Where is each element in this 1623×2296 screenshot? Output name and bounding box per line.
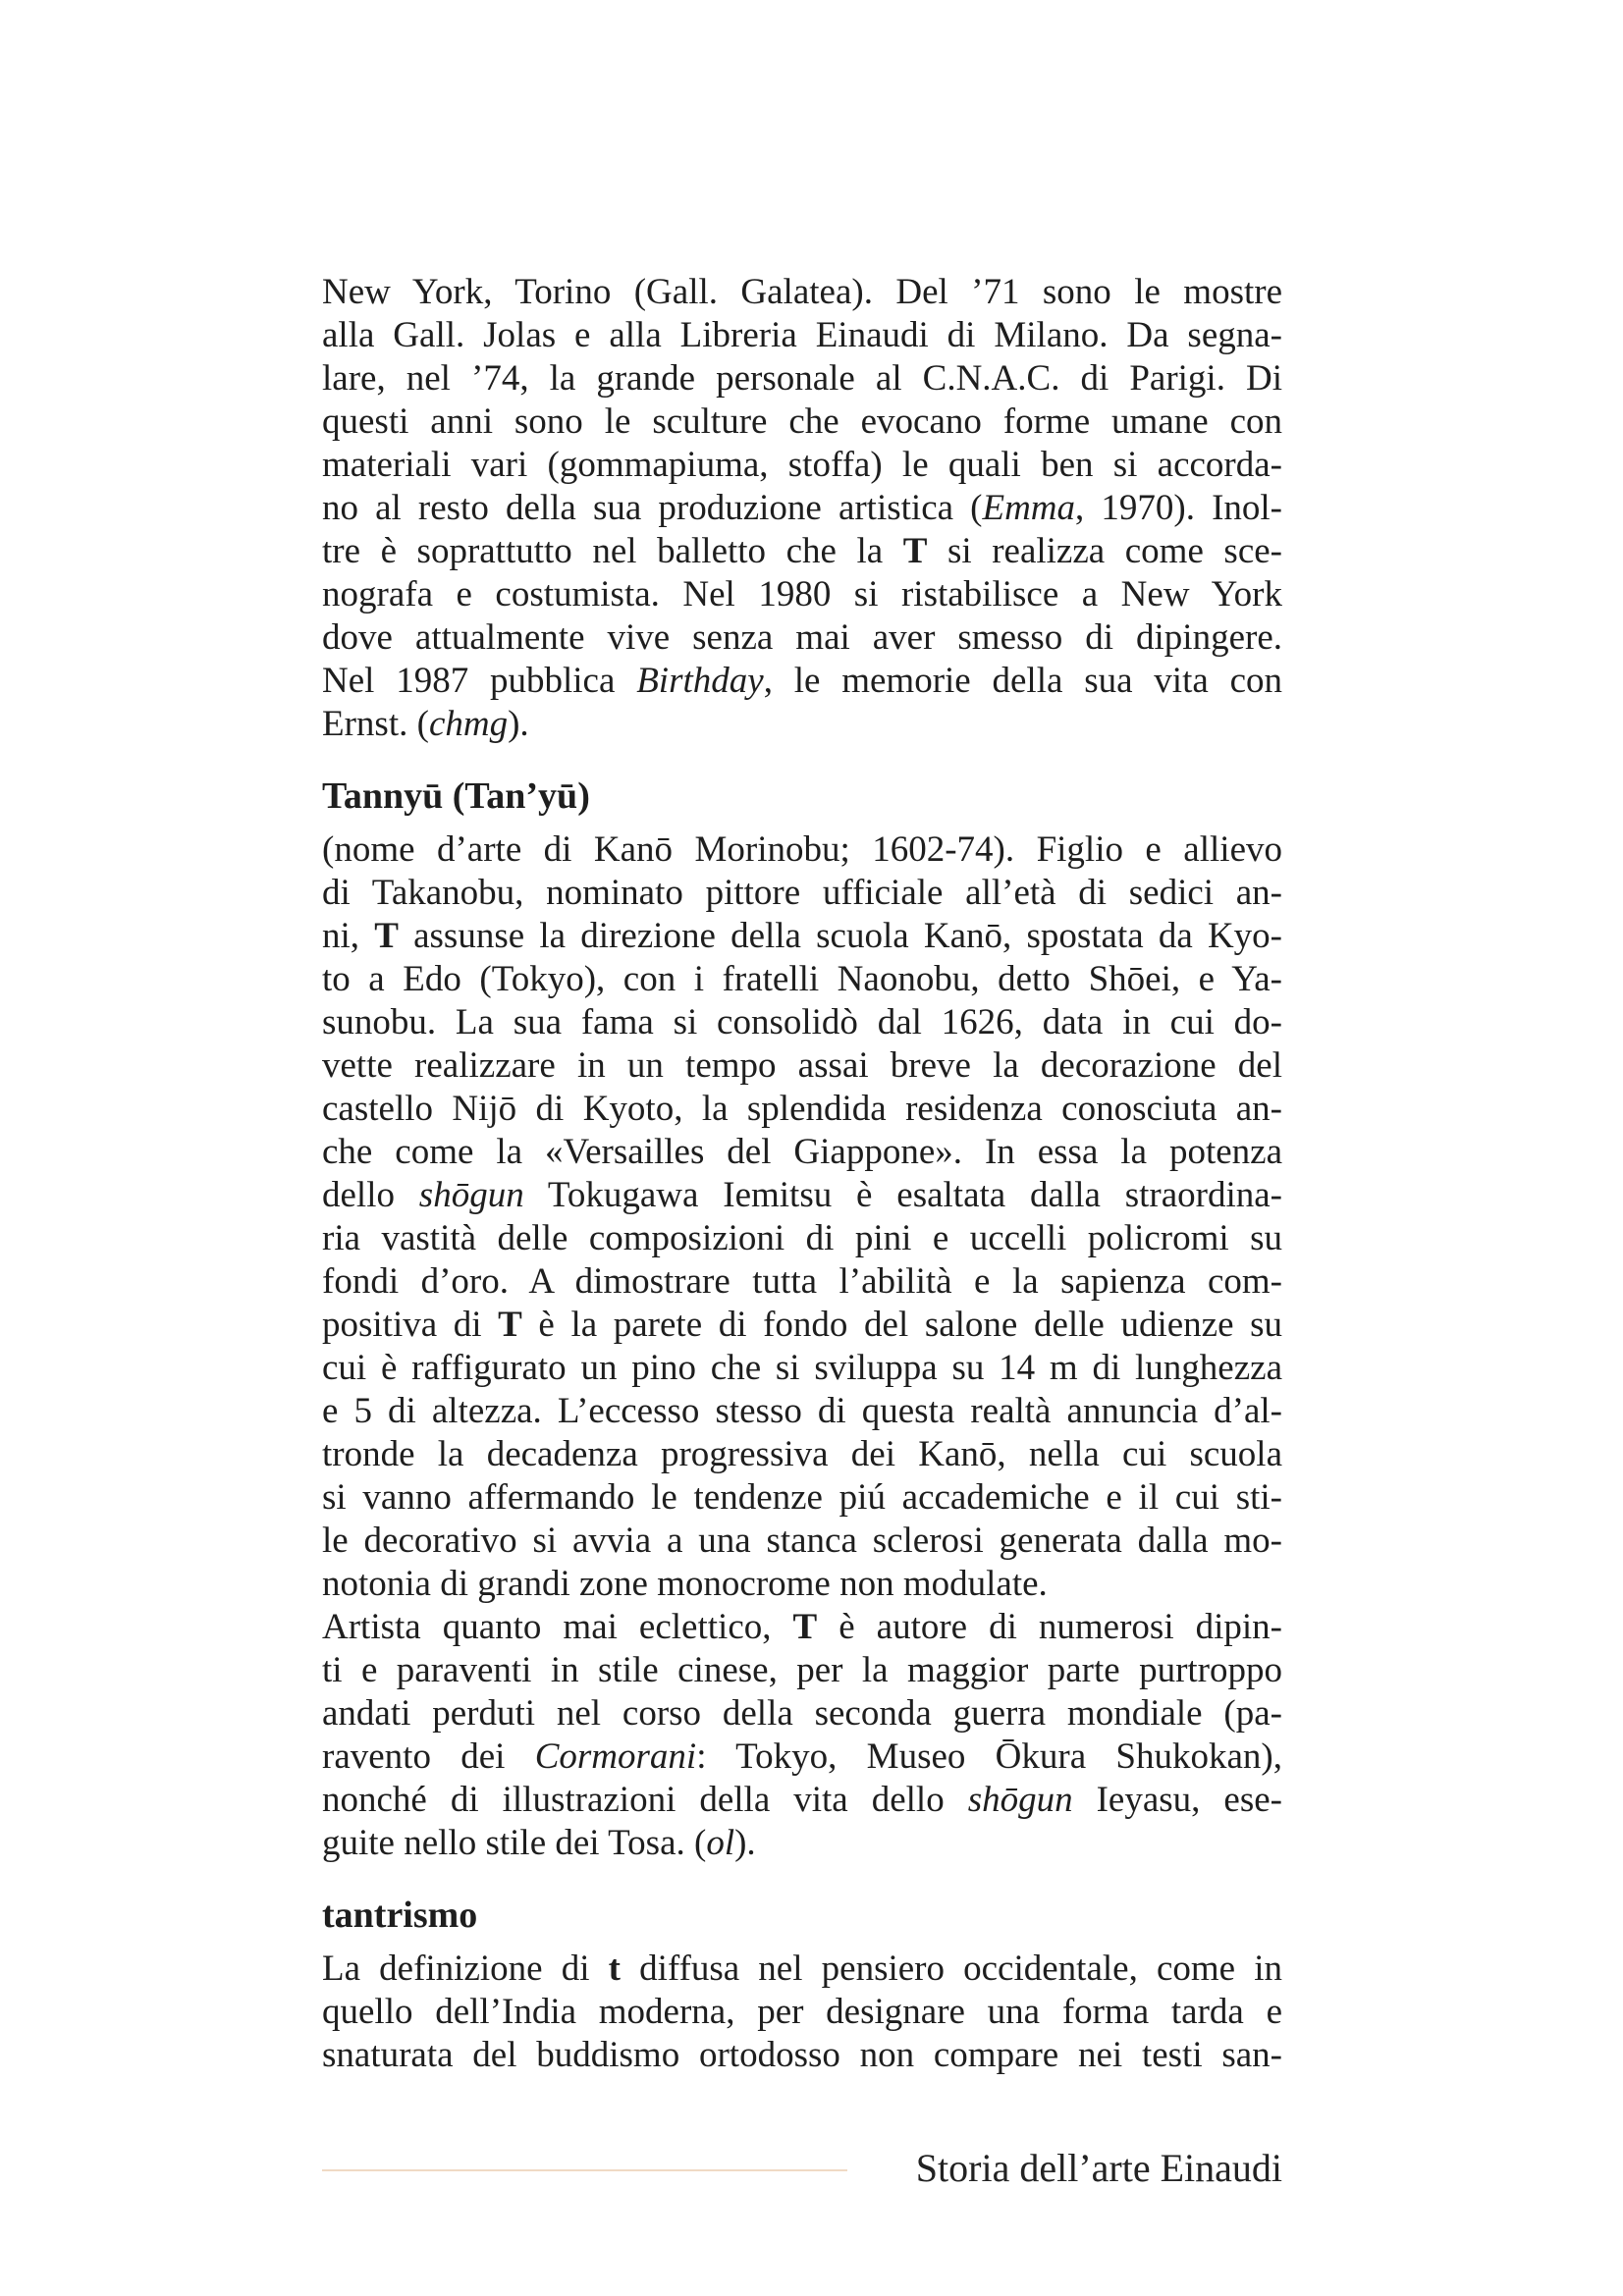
tannyu-p2-line: ravento dei Cormorani: Tokyo, Museo Ōkura Shukokan), (322, 1736, 1282, 1777)
continuation-line: New York, Torino (Gall. Galatea). Del ’71 sono le mostre (322, 272, 1282, 312)
continuation-line: Nel 1987 pubblica Birthday, le memorie della sua vita con (322, 661, 1283, 701)
tannyu-p1-line: cui è raffigurato un pino che si sviluppa su 14 m di lunghezza (322, 1348, 1282, 1388)
tannyu-p1-line: to a Edo (Tokyo), con i fratelli Naonobu, detto Shōei, e Ya- (322, 959, 1282, 999)
tannyu-p2-line: nonché di illustrazioni della vita dello shōgun Ieyasu, ese- (322, 1780, 1282, 1820)
tannyu-p1-line: positiva di T è la parete di fondo del salone delle udienze su (322, 1305, 1282, 1345)
continuation-line: dove attualmente vive senza mai aver smesso di dipingere. (322, 617, 1282, 658)
tannyu-p2-line: guite nello stile dei Tosa. (ol). (322, 1823, 756, 1863)
tannyu-p1-line: ria vastità delle composizioni di pini e uccelli policromi su (322, 1218, 1282, 1258)
tannyu-paragraph-2 (322, 1606, 1282, 1865)
continuation-line: tre è soprattutto nel balletto che la T si realizza come sce- (322, 531, 1282, 571)
tantrismo-paragraph-1 (322, 1948, 1282, 2077)
tannyu-p2-line: Artista quanto mai eclettico, T è autore di numerosi dipin- (322, 1607, 1283, 1647)
tannyu-p1-line: (nome d’arte di Kanō Morinobu; 1602-74). Figlio e allievo (322, 829, 1282, 870)
tannyu-p2-line: ti e paraventi in stile cinese, per la maggior parte purtroppo (322, 1650, 1282, 1690)
tannyu-p1-line: dello shōgun Tokugawa Iemitsu è esaltata dalla straordina- (322, 1175, 1282, 1215)
page-content (322, 271, 1282, 2077)
continuation-line: nografa e costumista. Nel 1980 si ristabilisce a New York (322, 574, 1282, 614)
tannyu-p1-line: ni, T assunse la direzione della scuola Kanō, spostata da Kyo- (322, 916, 1283, 956)
tantrismo-p1-line: snaturata del buddismo ortodosso non compare nei testi san- (322, 2035, 1282, 2075)
continuation-line: Ernst. (chmg). (322, 704, 529, 744)
footer-title: Storia dell’arte Einaudi (915, 2146, 1282, 2190)
tannyu-p1-line: castello Nijō di Kyoto, la splendida residenza conosciuta an- (322, 1089, 1282, 1129)
tannyu-p1-line: fondi d’oro. A dimostrare tutta l’abilità e la sapienza com- (322, 1261, 1282, 1302)
tannyu-p1-line: le decorativo si avvia a una stanca sclerosi generata dalla mo- (322, 1521, 1282, 1561)
continuation-line: materiali vari (gommapiuma, stoffa) le quali ben si accorda- (322, 445, 1282, 485)
tantrismo-p1-line: La definizione di t diffusa nel pensiero occidentale, come in (322, 1949, 1282, 1989)
tannyu-paragraph-1 (322, 828, 1282, 1606)
footer-rule (322, 2169, 847, 2171)
tannyu-p1-line: di Takanobu, nominato pittore ufficiale all’età di sedici an- (322, 873, 1282, 913)
continuation-paragraph (322, 271, 1282, 746)
tannyu-p1-line: si vanno affermando le tendenze piú accademiche e il cui sti- (322, 1477, 1282, 1518)
tannyu-p1-line: sunobu. La sua fama si consolidò dal 1626, data in cui do- (322, 1002, 1282, 1042)
continuation-line: lare, nel ’74, la grande personale al C.N.A.C. di Parigi. Di (322, 358, 1282, 399)
tantrismo-p1-line: quello dell’India moderna, per designare una forma tarda e (322, 1992, 1282, 2032)
tannyu-p1-line: tronde la decadenza progressiva dei Kanō, nella cui scuola (322, 1434, 1282, 1474)
tannyu-p1-line: vette realizzare in un tempo assai breve la decorazione del (322, 1045, 1282, 1086)
continuation-line: alla Gall. Jolas e alla Libreria Einaudi di Milano. Da segna- (322, 315, 1282, 355)
tannyu-p1-line: notonia di grandi zone monocrome non modulate. (322, 1564, 1048, 1604)
tannyu-p1-line: che come la «Versailles del Giappone». In essa la potenza (322, 1132, 1282, 1172)
continuation-line: questi anni sono le sculture che evocano forme umane con (322, 401, 1282, 442)
entry-heading-tantrismo: tantrismo (322, 1895, 478, 1936)
tannyu-p2-line: andati perduti nel corso della seconda guerra mondiale (pa- (322, 1693, 1282, 1734)
tannyu-p1-line: e 5 di altezza. L’eccesso stesso di questa realtà annuncia d’al- (322, 1391, 1282, 1431)
continuation-line: no al resto della sua produzione artistica (Emma, 1970). Inol- (322, 488, 1282, 528)
entry-heading-tannyu: Tannyū (Tan’yū) (322, 775, 590, 817)
